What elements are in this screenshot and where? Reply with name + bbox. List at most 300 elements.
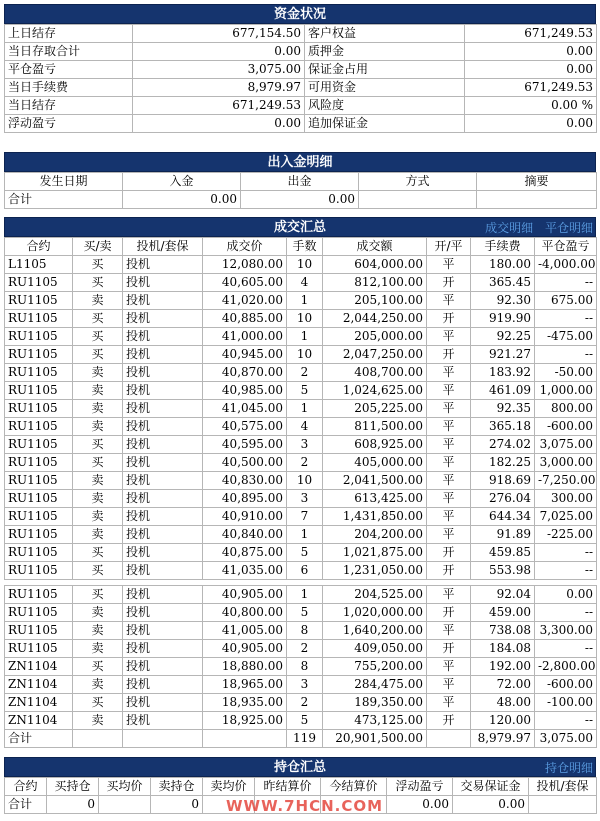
trade-cell: 274.02 [471, 436, 535, 454]
trade-cell: -100.00 [535, 694, 597, 712]
trade-cell: 买 [73, 256, 123, 274]
trade-cell: -- [535, 640, 597, 658]
table-row [5, 400, 597, 418]
trade-cell: 卖 [73, 400, 123, 418]
trade-cell: 365.45 [471, 274, 535, 292]
trade-cell: 卖 [73, 604, 123, 622]
funds-value: 0.00 [465, 115, 597, 133]
trade-cell: 平 [427, 292, 471, 310]
trade-cell: 投机 [123, 508, 203, 526]
table-row [5, 622, 597, 640]
funds-row [5, 97, 597, 115]
trades-total-cell [123, 730, 203, 748]
trade-cell: RU1105 [5, 292, 73, 310]
trades-title-bar [4, 217, 596, 237]
trade-cell: 投机 [123, 658, 203, 676]
trade-cell: 1 [287, 526, 323, 544]
trade-cell: 投机 [123, 400, 203, 418]
trade-cell: 919.90 [471, 310, 535, 328]
trade-cell: -225.00 [535, 526, 597, 544]
trade-cell: 300.00 [535, 490, 597, 508]
trade-cell: 1,000.00 [535, 382, 597, 400]
trade-cell: 553.98 [471, 562, 535, 580]
table-row [5, 418, 597, 436]
table-row [5, 472, 597, 490]
positions-col-header: 今结算价 [321, 778, 387, 796]
trade-cell: 投机 [123, 622, 203, 640]
trade-cell: 1 [287, 292, 323, 310]
trade-cell: -- [535, 544, 597, 562]
trades-total-cell: 119 [287, 730, 323, 748]
trade-cell: 1,021,875.00 [323, 544, 427, 562]
trade-cell: 平 [427, 676, 471, 694]
trade-cell: 18,965.00 [203, 676, 287, 694]
deposits-title: 出入金明细 [4, 152, 596, 172]
positions-total-row [5, 796, 597, 814]
trade-cell: 205,225.00 [323, 400, 427, 418]
trade-cell: 18,880.00 [203, 658, 287, 676]
funds-label: 质押金 [305, 43, 465, 61]
trade-cell: 4 [287, 418, 323, 436]
funds-row [5, 61, 597, 79]
trade-cell: 投机 [123, 292, 203, 310]
total-label: 合计 [5, 191, 123, 209]
trade-cell: -- [535, 274, 597, 292]
trade-cell: 40,595.00 [203, 436, 287, 454]
trade-cell: 买 [73, 544, 123, 562]
trade-cell: 192.00 [471, 658, 535, 676]
trade-cell: ZN1104 [5, 676, 73, 694]
funds-value: 8,979.97 [133, 79, 305, 97]
trade-cell: 40,605.00 [203, 274, 287, 292]
trade-cell: 卖 [73, 622, 123, 640]
trade-cell: 473,125.00 [323, 712, 427, 730]
trade-cell: 41,020.00 [203, 292, 287, 310]
trade-cell: 1,020,000.00 [323, 604, 427, 622]
trade-cell: 开 [427, 274, 471, 292]
positions-title-bar [4, 757, 596, 777]
trade-cell: 120.00 [471, 712, 535, 730]
trade-cell: 投机 [123, 364, 203, 382]
deposits-table [4, 172, 597, 209]
table-row [5, 328, 597, 346]
trade-cell: 2 [287, 640, 323, 658]
table-row [5, 292, 597, 310]
funds-value: 671,249.53 [465, 79, 597, 97]
trade-cell: RU1105 [5, 400, 73, 418]
trade-cell: RU1105 [5, 436, 73, 454]
trade-detail-link[interactable]: 成交明细 [485, 221, 534, 235]
pos-total-margin: 0.00 [453, 796, 529, 814]
trade-cell: 卖 [73, 292, 123, 310]
trade-cell: RU1105 [5, 508, 73, 526]
pos-total-type [529, 796, 597, 814]
table-row [5, 274, 597, 292]
table-row [5, 544, 597, 562]
trade-cell: 608,925.00 [323, 436, 427, 454]
trade-cell: -600.00 [535, 676, 597, 694]
trade-cell: 5 [287, 604, 323, 622]
trade-cell: 卖 [73, 676, 123, 694]
pos-total-sellavg [203, 796, 255, 814]
positions-col-header: 合约 [5, 778, 47, 796]
trade-cell: 284,475.00 [323, 676, 427, 694]
trades-col-header: 开/平 [427, 238, 471, 256]
trade-cell: 2,047,250.00 [323, 346, 427, 364]
trade-cell: 平 [427, 622, 471, 640]
table-row [5, 712, 597, 730]
trade-cell: 182.25 [471, 454, 535, 472]
trade-cell: -600.00 [535, 418, 597, 436]
trade-cell: 40,500.00 [203, 454, 287, 472]
trade-cell: 平 [427, 490, 471, 508]
trade-cell: 5 [287, 544, 323, 562]
table-row [5, 436, 597, 454]
trade-cell: 平 [427, 436, 471, 454]
trade-cell: -- [535, 310, 597, 328]
trade-cell: 189,350.00 [323, 694, 427, 712]
trade-cell: 92.25 [471, 328, 535, 346]
funds-label: 风险度 [305, 97, 465, 115]
trade-cell: 买 [73, 328, 123, 346]
trade-cell: RU1105 [5, 274, 73, 292]
trade-cell: 48.00 [471, 694, 535, 712]
table-row [5, 658, 597, 676]
positions-title: 持仓汇总 [273, 760, 326, 775]
trade-cell: 开 [427, 604, 471, 622]
trades-total-cell: 20,901,500.00 [323, 730, 427, 748]
trade-cell: 投机 [123, 694, 203, 712]
trade-cell: -4,000.00 [535, 256, 597, 274]
funds-label: 浮动盈亏 [5, 115, 133, 133]
trade-cell: 459.85 [471, 544, 535, 562]
trade-cell: 408,700.00 [323, 364, 427, 382]
funds-row [5, 43, 597, 61]
trade-cell: 平 [427, 454, 471, 472]
total-in: 0.00 [123, 191, 241, 209]
trades-total-cell [203, 730, 287, 748]
trade-cell: 92.04 [471, 586, 535, 604]
table-row [5, 604, 597, 622]
positions-section [4, 757, 596, 814]
pos-total-float: 0.00 [387, 796, 453, 814]
pos-total-sell: 0 [151, 796, 203, 814]
pos-total-prevsettle [255, 796, 321, 814]
trade-cell: 2 [287, 364, 323, 382]
funds-label: 保证金占用 [305, 61, 465, 79]
funds-value: 0.00 [465, 61, 597, 79]
trades-title: 成交汇总 [273, 220, 326, 235]
trade-cell: 409,050.00 [323, 640, 427, 658]
trade-cell: 40,870.00 [203, 364, 287, 382]
funds-label: 当日结存 [5, 97, 133, 115]
trade-cell: 平 [427, 418, 471, 436]
trade-cell: 40,945.00 [203, 346, 287, 364]
trade-cell: 1 [287, 400, 323, 418]
trade-cell: 40,910.00 [203, 508, 287, 526]
trade-cell: 卖 [73, 490, 123, 508]
trade-cell: 卖 [73, 418, 123, 436]
total-out: 0.00 [241, 191, 359, 209]
trade-cell: RU1105 [5, 604, 73, 622]
trade-cell: -2,800.00 [535, 658, 597, 676]
trades-total-cell [427, 730, 471, 748]
trade-cell: 投机 [123, 586, 203, 604]
trade-cell: 平 [427, 328, 471, 346]
trade-cell: 40,905.00 [203, 586, 287, 604]
trade-cell: 开 [427, 562, 471, 580]
pos-total-buyavg [99, 796, 151, 814]
trade-cell: 开 [427, 310, 471, 328]
trade-cell: -7,250.00 [535, 472, 597, 490]
positions-col-header: 买均价 [99, 778, 151, 796]
trade-cell: 41,045.00 [203, 400, 287, 418]
trade-cell: 投机 [123, 382, 203, 400]
trade-cell: 92.30 [471, 292, 535, 310]
table-row [5, 586, 597, 604]
trade-cell: 613,425.00 [323, 490, 427, 508]
trade-cell: 405,000.00 [323, 454, 427, 472]
positions-col-header: 投机/套保 [529, 778, 597, 796]
trade-cell: 投机 [123, 346, 203, 364]
trade-cell: 平 [427, 694, 471, 712]
trade-cell: 买 [73, 346, 123, 364]
trade-cell: 18,925.00 [203, 712, 287, 730]
trades-total-cell: 合计 [5, 730, 73, 748]
trade-cell: 91.89 [471, 526, 535, 544]
trade-cell: -- [535, 346, 597, 364]
trade-cell: 10 [287, 310, 323, 328]
trade-cell: 205,000.00 [323, 328, 427, 346]
funds-title: 资金状况 [4, 4, 596, 24]
trade-cell: 7,025.00 [535, 508, 597, 526]
trade-cell: 买 [73, 658, 123, 676]
trade-cell: 2,044,250.00 [323, 310, 427, 328]
funds-label: 当日手续费 [5, 79, 133, 97]
trade-cell: 平 [427, 586, 471, 604]
trade-cell: 投机 [123, 418, 203, 436]
trade-cell: 40,905.00 [203, 640, 287, 658]
trade-cell: RU1105 [5, 310, 73, 328]
funds-value: 671,249.53 [133, 97, 305, 115]
trade-cell: 卖 [73, 382, 123, 400]
trades-col-header: 成交额 [323, 238, 427, 256]
trade-cell: 205,100.00 [323, 292, 427, 310]
trade-cell: 买 [73, 274, 123, 292]
trade-cell: 3,075.00 [535, 436, 597, 454]
trade-cell: 644.34 [471, 508, 535, 526]
trade-cell: ZN1104 [5, 694, 73, 712]
trade-cell: 921.27 [471, 346, 535, 364]
trade-cell: 6 [287, 562, 323, 580]
total-summary [477, 191, 597, 209]
trade-cell: 买 [73, 436, 123, 454]
trade-cell: -- [535, 712, 597, 730]
trade-cell: 812,100.00 [323, 274, 427, 292]
table-row [5, 364, 597, 382]
positions-col-header: 昨结算价 [255, 778, 321, 796]
trade-cell: 买 [73, 586, 123, 604]
trade-cell: 8 [287, 658, 323, 676]
trade-cell: 3 [287, 490, 323, 508]
position-detail-link[interactable]: 持仓明细 [544, 761, 593, 775]
pos-total-buy: 0 [47, 796, 99, 814]
funds-value: 677,154.50 [133, 25, 305, 43]
funds-section [4, 4, 596, 133]
trade-cell: 40,875.00 [203, 544, 287, 562]
trade-cell: 平 [427, 382, 471, 400]
trade-cell: 投机 [123, 562, 203, 580]
trade-cell: 开 [427, 640, 471, 658]
trade-cell: 4 [287, 274, 323, 292]
funds-label: 上日结存 [5, 25, 133, 43]
trade-cell: 40,840.00 [203, 526, 287, 544]
trade-cell: 开 [427, 544, 471, 562]
trade-cell: 投机 [123, 604, 203, 622]
trade-cell: 买 [73, 454, 123, 472]
trade-cell: 投机 [123, 640, 203, 658]
trade-cell: 18,935.00 [203, 694, 287, 712]
trade-cell: RU1105 [5, 640, 73, 658]
trade-cell: 卖 [73, 526, 123, 544]
trade-cell: 459.00 [471, 604, 535, 622]
funds-table [4, 24, 597, 133]
close-detail-link[interactable]: 平仓明细 [544, 221, 593, 235]
trade-cell: RU1105 [5, 544, 73, 562]
trade-cell: 开 [427, 712, 471, 730]
trade-cell: 2,041,500.00 [323, 472, 427, 490]
trade-cell: 40,800.00 [203, 604, 287, 622]
funds-label: 追加保证金 [305, 115, 465, 133]
trades-section [4, 217, 596, 748]
trade-cell: 3,300.00 [535, 622, 597, 640]
trade-cell: 平 [427, 508, 471, 526]
trade-cell: RU1105 [5, 490, 73, 508]
funds-label: 客户权益 [305, 25, 465, 43]
trade-cell: 买 [73, 694, 123, 712]
trade-cell: 卖 [73, 472, 123, 490]
trade-cell: ZN1104 [5, 658, 73, 676]
pos-total-settle [321, 796, 387, 814]
trade-cell: 755,200.00 [323, 658, 427, 676]
trade-cell: 204,200.00 [323, 526, 427, 544]
pos-total-label: 合计 [5, 796, 47, 814]
trade-cell: RU1105 [5, 526, 73, 544]
trade-cell: 5 [287, 382, 323, 400]
trade-cell: 41,005.00 [203, 622, 287, 640]
table-row [5, 490, 597, 508]
trade-cell: 1 [287, 328, 323, 346]
trade-cell: 738.08 [471, 622, 535, 640]
trade-cell: 2 [287, 694, 323, 712]
trade-cell: 1,640,200.00 [323, 622, 427, 640]
trade-cell: -475.00 [535, 328, 597, 346]
funds-value: 0.00 [133, 115, 305, 133]
trade-cell: 675.00 [535, 292, 597, 310]
trade-cell: 7 [287, 508, 323, 526]
trade-cell: 604,000.00 [323, 256, 427, 274]
trade-cell: 918.69 [471, 472, 535, 490]
trades-col-header: 手续费 [471, 238, 535, 256]
table-row [5, 640, 597, 658]
table-row [5, 694, 597, 712]
trade-cell: 10 [287, 472, 323, 490]
trade-cell: 10 [287, 256, 323, 274]
trade-cell: 卖 [73, 712, 123, 730]
trade-cell: 买 [73, 562, 123, 580]
trade-cell: 投机 [123, 490, 203, 508]
col-out: 出金 [241, 173, 359, 191]
trade-cell: 平 [427, 256, 471, 274]
trade-cell: 投机 [123, 712, 203, 730]
table-row [5, 382, 597, 400]
trade-cell: 204,525.00 [323, 586, 427, 604]
trades-total-cell [73, 730, 123, 748]
table-row [5, 526, 597, 544]
trade-cell: 8 [287, 622, 323, 640]
table-row [5, 676, 597, 694]
funds-value: 3,075.00 [133, 61, 305, 79]
trade-cell: 3,000.00 [535, 454, 597, 472]
trade-cell: 811,500.00 [323, 418, 427, 436]
trade-cell: 40,575.00 [203, 418, 287, 436]
trade-cell: 平 [427, 364, 471, 382]
trade-cell: 41,000.00 [203, 328, 287, 346]
trade-cell: 40,885.00 [203, 310, 287, 328]
total-method [359, 191, 477, 209]
table-row [5, 454, 597, 472]
funds-row [5, 115, 597, 133]
trade-cell: 40,830.00 [203, 472, 287, 490]
trade-cell: 投机 [123, 454, 203, 472]
trade-cell: 卖 [73, 508, 123, 526]
trade-cell: RU1105 [5, 586, 73, 604]
trade-cell: 365.18 [471, 418, 535, 436]
trade-cell: 276.04 [471, 490, 535, 508]
trade-cell: ZN1104 [5, 712, 73, 730]
trade-cell: 开 [427, 346, 471, 364]
table-row [5, 508, 597, 526]
trades-total-cell: 3,075.00 [535, 730, 597, 748]
trade-cell: 卖 [73, 364, 123, 382]
trade-cell: 投机 [123, 436, 203, 454]
table-row [5, 346, 597, 364]
trade-cell: 投机 [123, 310, 203, 328]
funds-label: 可用资金 [305, 79, 465, 97]
trade-cell: RU1105 [5, 454, 73, 472]
trades-col-header: 合约 [5, 238, 73, 256]
table-row [5, 310, 597, 328]
trade-cell: 投机 [123, 256, 203, 274]
trade-cell: 800.00 [535, 400, 597, 418]
trade-cell: 1 [287, 586, 323, 604]
funds-value: 0.00 [465, 43, 597, 61]
trade-cell: 12,080.00 [203, 256, 287, 274]
trade-cell: 5 [287, 712, 323, 730]
watermark: WWW.7HCN.COM [226, 797, 384, 815]
trade-cell: 投机 [123, 328, 203, 346]
trade-cell: 投机 [123, 676, 203, 694]
trade-cell: 投机 [123, 274, 203, 292]
funds-row [5, 79, 597, 97]
trade-cell: RU1105 [5, 562, 73, 580]
deposits-section [4, 152, 596, 209]
trade-cell: -50.00 [535, 364, 597, 382]
col-method: 方式 [359, 173, 477, 191]
trade-cell: 10 [287, 346, 323, 364]
funds-value: 0.00 % [465, 97, 597, 115]
trade-cell: 投机 [123, 472, 203, 490]
